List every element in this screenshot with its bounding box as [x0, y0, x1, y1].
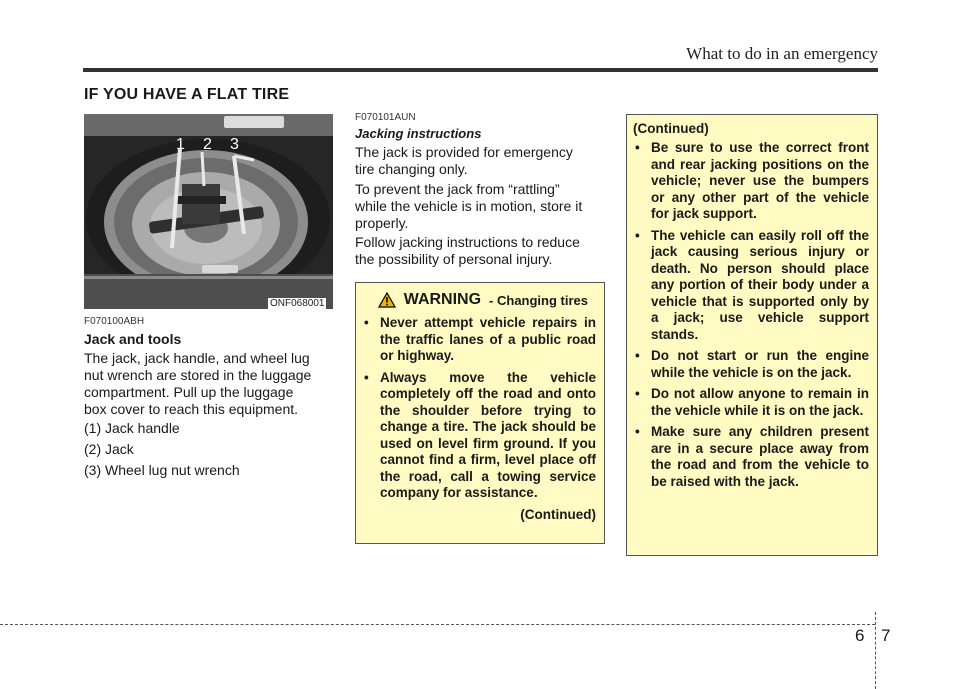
text-line: while the vehicle is in motion, store it [355, 198, 583, 214]
warning-item: • Always move the vehicle completely off the road and onto the shoulder before trying to change a tire. The jack should be used on level firm ground. If you cannot find a firm, level place off the road, call a towing service company for assistance. [360, 370, 596, 502]
continued-warning-list [631, 140, 869, 490]
warning-continued: (Continued) [520, 506, 596, 522]
middle-paragraph-2 [355, 181, 605, 232]
text-line: the possibility of personal injury. [355, 251, 553, 267]
text-line: To prevent the jack from “rattling” [355, 181, 560, 197]
continued-warning-box [626, 114, 878, 556]
middle-paragraph-3 [355, 234, 605, 268]
section-title: What to do in an emergency [686, 44, 878, 63]
chapter-number: 6 [855, 626, 865, 645]
middle-paragraph-1 [355, 144, 605, 178]
warning-triangle-icon [378, 292, 396, 308]
header-rule [83, 68, 878, 72]
left-section-code: F070100ABH [84, 316, 145, 327]
text-line: nut wrench are stored in the luggage [84, 367, 312, 383]
page-heading: IF YOU HAVE A FLAT TIRE [84, 86, 290, 103]
trunk-tools-photo [84, 114, 333, 309]
text-line: tire changing only. [355, 161, 468, 177]
text-line: properly. [355, 215, 409, 231]
continued-label: (Continued) [633, 121, 709, 136]
left-paragraph [84, 350, 334, 418]
warning-box [355, 282, 605, 544]
warning-list [360, 315, 596, 502]
tool-list-item: (3) Wheel lug nut wrench [84, 462, 240, 478]
tool-list-item: (1) Jack handle [84, 420, 180, 436]
text-line: box cover to reach this equipment. [84, 401, 299, 417]
warning-item: • The vehicle can easily roll off the jack causing serious injury or death. No person should place any portion of their body under a vehicle that is supported only by a jack; use vehicle support stands. [631, 228, 869, 344]
warning-item: • Make sure any children present are in a secure place away from the road and from the vehicle to be raised with the jack. [631, 424, 869, 490]
left-subheading: Jack and tools [84, 331, 182, 347]
figure-code: ONF068001 [270, 298, 325, 309]
figure-label-3: 3 [230, 136, 239, 153]
warning-item: • Be sure to use the correct front and rear jacking positions on the vehicle; never use the bumpers or any other part of the vehicle for jack support. [631, 140, 869, 223]
figure-label-1: 1 [176, 136, 185, 153]
text-line: compartment. Pull up the luggage [84, 384, 294, 400]
text-line: The jack, jack handle, and wheel lug [84, 350, 310, 366]
text-line: The jack is provided for emergency [355, 144, 573, 160]
warning-item: • Do not start or run the engine while the vehicle is on the jack. [631, 348, 869, 381]
warning-subtitle: - Changing tires [489, 292, 588, 308]
warning-word: WARNING [403, 291, 482, 308]
figure-label-2: 2 [203, 136, 212, 153]
middle-section-code: F070101AUN [355, 112, 416, 123]
footer-divider [875, 612, 876, 689]
warning-item: • Do not allow anyone to remain in the vehicle while it is on the jack. [631, 386, 869, 419]
page-number: 7 [881, 626, 891, 645]
warning-header [360, 291, 588, 309]
middle-subheading: Jacking instructions [355, 126, 482, 141]
text-line: Follow jacking instructions to reduce [355, 234, 580, 250]
warning-item: • Never attempt vehicle repairs in the traffic lanes of a public road or highway. [360, 315, 596, 365]
tool-list-item: (2) Jack [84, 441, 134, 457]
footer-rule [0, 624, 875, 625]
